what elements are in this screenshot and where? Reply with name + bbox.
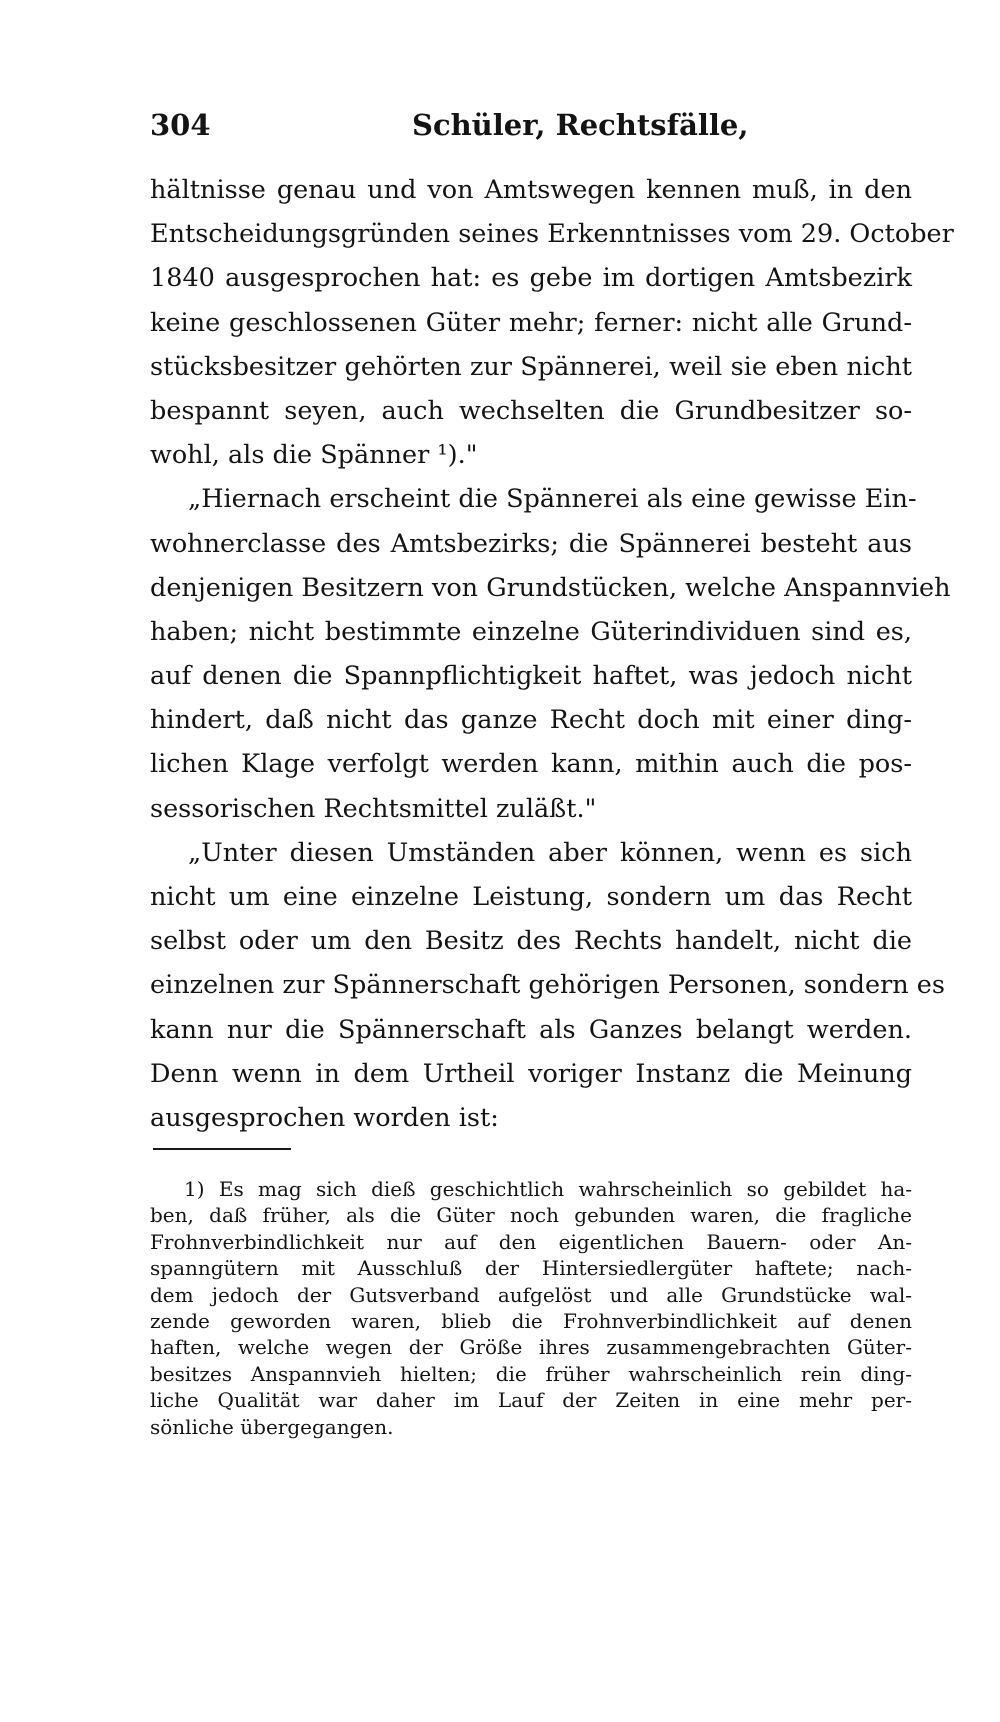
text-line: hindert, daß nicht das ganze Recht doch mit einer ding- (150, 705, 912, 736)
footnote (150, 1176, 912, 1440)
text-line: stücksbesitzer gehörten zur Spännerei, weil sie eben nicht (150, 351, 912, 382)
page-header (150, 108, 910, 148)
text-line: Denn wenn in dem Urtheil voriger Instanz die Meinung (150, 1058, 912, 1089)
footnote-line: zende geworden waren, blieb die Frohnverbindlichkeit auf denen (150, 1308, 912, 1333)
text-line: bespannt seyen, auch wechselten die Grundbesitzer so- (150, 395, 912, 426)
main-text (150, 168, 954, 1140)
footnote-line: haften, welche wegen der Größe ihres zusammengebrachten Güter- (150, 1335, 912, 1360)
footnote-line: ben, daß früher, als die Güter noch gebunden waren, die fragliche (150, 1203, 912, 1228)
text-line: wohnerclasse des Amtsbezirks; die Spännerei besteht aus (150, 528, 912, 559)
text-line: 1840 ausgesprochen hat: es gebe im dortigen Amtsbezirk (150, 263, 912, 294)
text-line: haben; nicht bestimmte einzelne Güterindividuen sind es, (150, 616, 912, 647)
footnote-divider (153, 1148, 291, 1150)
running-title: Schüler, Rechtsfälle, (412, 108, 749, 142)
text-line: einzelnen zur Spännerschaft gehörigen Personen, sondern es (150, 970, 945, 1001)
text-line: „Hiernach erscheint die Spännerei als eine gewisse Ein- (188, 484, 917, 515)
text-line: „Unter diesen Umständen aber können, wenn es sich (188, 837, 912, 868)
paragraph-2 (150, 477, 951, 831)
footnote-line: 1) Es mag sich dieß geschichtlich wahrscheinlich so gebildet ha- (184, 1177, 912, 1201)
paragraph-1 (150, 168, 954, 477)
text-line: selbst oder um den Besitz des Rechts handelt, nicht die (150, 926, 912, 957)
footnote-line: Frohnverbindlichkeit nur auf den eigentlichen Bauern- oder An- (150, 1229, 912, 1254)
footnote-line: liche Qualität war daher im Lauf der Zeiten in eine mehr per- (150, 1388, 912, 1413)
footnote-line: besitzes Anspannvieh hielten; die früher wahrscheinlich rein ding- (150, 1361, 912, 1386)
text-line: wohl, als die Spänner ¹)." (150, 440, 478, 471)
footnote-line: sönliche übergegangen. (150, 1414, 394, 1439)
text-line: kann nur die Spännerschaft als Ganzes belangt werden. (150, 1014, 912, 1045)
text-line: denjenigen Besitzern von Grundstücken, welche Anspannvieh (150, 572, 951, 603)
footnote-line: dem jedoch der Gutsverband aufgelöst und alle Grundstücke wal- (150, 1282, 912, 1307)
text-line: hältnisse genau und von Amtswegen kennen muß, in den (150, 175, 912, 205)
text-line: auf denen die Spannpflichtigkeit haftet, was jedoch nicht (150, 661, 912, 692)
footnote-line: spanngütern mit Ausschluß der Hintersiedlergüter haftete; nach- (150, 1256, 912, 1281)
text-line: nicht um eine einzelne Leistung, sondern um das Recht (150, 882, 912, 912)
text-line: sessorischen Rechtsmittel zuläßt." (150, 793, 597, 824)
text-line: Entscheidungsgründen seines Erkenntnisses vom 29. October (150, 219, 954, 250)
page-number: 304 (150, 108, 211, 142)
text-line: lichen Klage verfolgt werden kann, mithin auch die pos- (150, 749, 912, 780)
paragraph-3 (150, 831, 945, 1140)
text-line: keine geschlossenen Güter mehr; ferner: nicht alle Grund- (150, 307, 912, 338)
text-line: ausgesprochen worden ist: (150, 1102, 499, 1133)
